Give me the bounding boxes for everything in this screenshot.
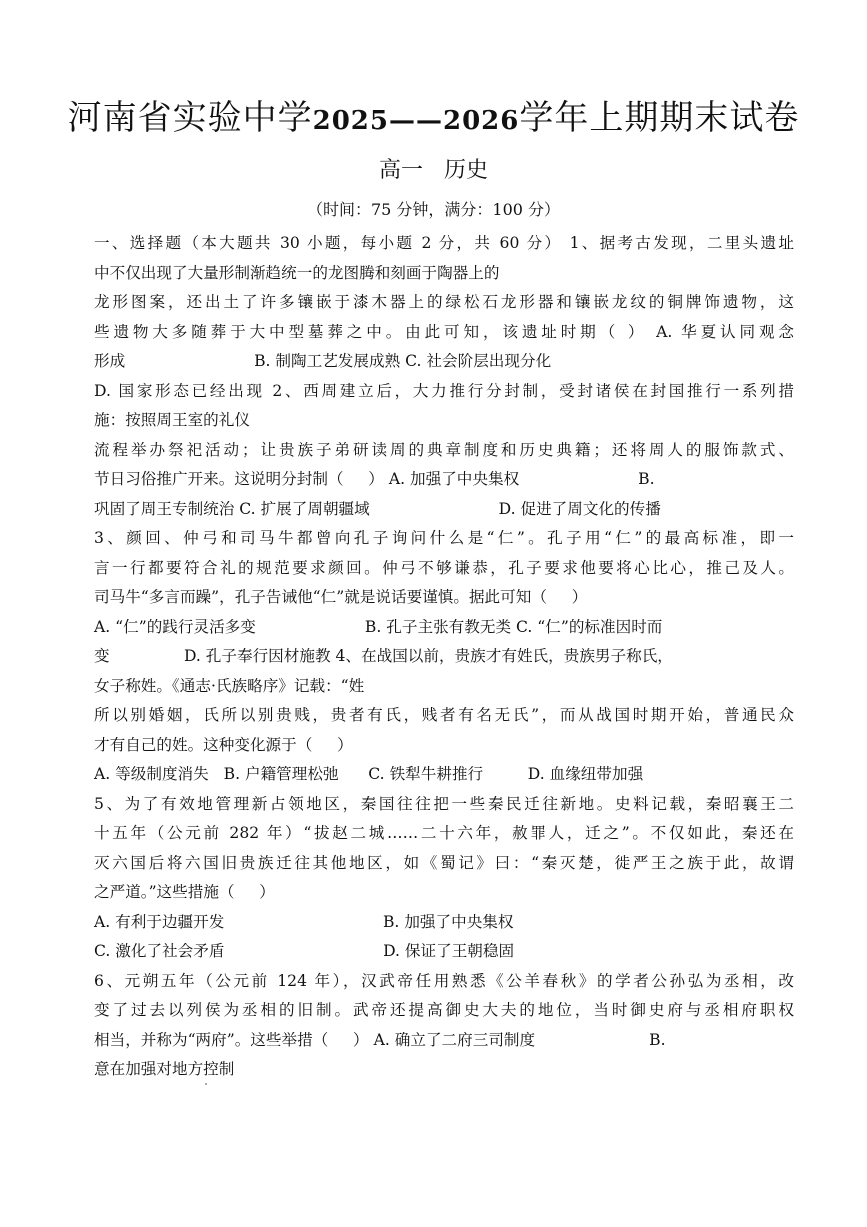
text-line: 十五年（公元前 282 年）“拔赵二城……二十六年，赦罪人，迁之”。不仅如此，秦还在 <box>94 824 794 842</box>
text-line: 施：按照周王室的礼仪 <box>94 411 250 429</box>
text-line: 女子称姓。《通志·氏族略序》记载：“姓 <box>94 676 365 695</box>
text-line: A. 等级制度消失 B. 户籍管理松弛 C. 铁犁牛耕推行 D. 血缘纽带加强 <box>94 765 644 783</box>
text-line: 3、颜回、仲弓和司马牛都曾向孔子询问什么是“仁”。孔子用“仁”的最高标准，即一 <box>94 529 794 547</box>
title-suffix: 学年上期期末试卷 <box>519 98 800 138</box>
text-line: 节日习俗推广开来。这说明分封制（ ） A. 加强了中央集权 B. <box>94 470 655 488</box>
text-line: 些遗物大多随葬于大中型墓葬之中。由此可知，该遗址时期（ ） A. 华夏认同观念 <box>94 322 794 341</box>
text-line: D. 国家形态已经出现 2、西周建立后，大力推行分封制，受封诸侯在封国推行一系列措 <box>94 381 794 400</box>
text-line: 变 D. 孔子奉行因材施教 4、在战国以前，贵族才有姓氏，贵族男子称氏， <box>94 647 673 665</box>
text-line: 形成 B. 制陶工艺发展成熟 C. 社会阶层出现分化 <box>94 352 552 370</box>
title-years: 2025——2026 <box>312 106 520 136</box>
text-line: 龙形图案，还出土了许多镶嵌于漆木器上的绿松石龙形器和镶嵌龙纹的铜牌饰遗物，这 <box>94 293 794 311</box>
text-line: 5、为了有效地管理新占领地区，秦国往往把一些秦民迁往新地。史料记载，秦昭襄王二 <box>94 794 794 813</box>
text-line: 变了过去以列侯为丞相的旧制。武帝还提高御史大夫的地位，当时御史府与丞相府职权 <box>94 1001 794 1019</box>
text-line: 相当，并称为“两府”。这些举措（ ） A. 确立了二府三司制度 B. <box>94 1030 666 1049</box>
title-prefix: 河南省实验中学 <box>67 98 313 138</box>
text-line: 所以别婚姻，氏所以别贵贱，贵者有氏，贱者有名无氏”，而从战国时期开始，普通民众 <box>94 706 794 724</box>
text-line: 才有自己的姓。这种变化源于（ ） <box>94 735 353 754</box>
text-line: A. “仁”的践行灵活多变 B. 孔子主张有教无类 C. “仁”的标准因时而 <box>94 617 663 636</box>
text-line: 之严道。”这些措施（ ） <box>94 883 275 901</box>
exam-title <box>0 96 867 143</box>
text-line: 6、元朔五年（公元前 124 年），汉武帝任用熟悉《公羊春秋》的学者公孙弘为丞相，改 <box>94 971 794 990</box>
text-line: A. 有利于边疆开发 B. 加强了中央集权 <box>94 912 514 931</box>
scan-speck <box>205 1083 207 1085</box>
text-line: 一、选择题（本大题共 30 小题，每小题 2 分，共 60 分） 1、据考古发现，二里头遗址 <box>94 234 794 252</box>
text-line: 中不仅出现了大量形制渐趋统一的龙图腾和刻画于陶器上的 <box>94 263 500 282</box>
text-line: 灭六国后将六国旧贵族迁往其他地区，如《蜀记》曰：“秦灭楚，徙严王之族于此，故谓 <box>94 853 794 872</box>
exam-subtitle: 高一 历史 <box>379 158 488 183</box>
text-line: 司马牛“多言而躁”，孔子告诫他“仁”就是说话要谨慎。据此可知（ ） <box>94 588 588 606</box>
text-line: 意在加强对地方控制 <box>94 1060 235 1078</box>
exam-meta: （时间：75 分钟，满分：100 分） <box>306 200 561 219</box>
text-line: 言一行都要符合礼的规范要求颜回。仲弓不够谦恭，孔子要求他要将心比心，推己及人。 <box>94 558 794 577</box>
exam-body <box>94 229 794 1085</box>
text-line: 巩固了周王专制统治 C. 扩展了周朝疆域 D. 促进了周文化的传播 <box>94 499 661 518</box>
text-line: 流程举办祭祀活动；让贵族子弟研读周的典章制度和历史典籍；还将周人的服饰款式、 <box>94 440 794 459</box>
text-line: C. 激化了社会矛盾 D. 保证了王朝稳固 <box>94 942 515 960</box>
